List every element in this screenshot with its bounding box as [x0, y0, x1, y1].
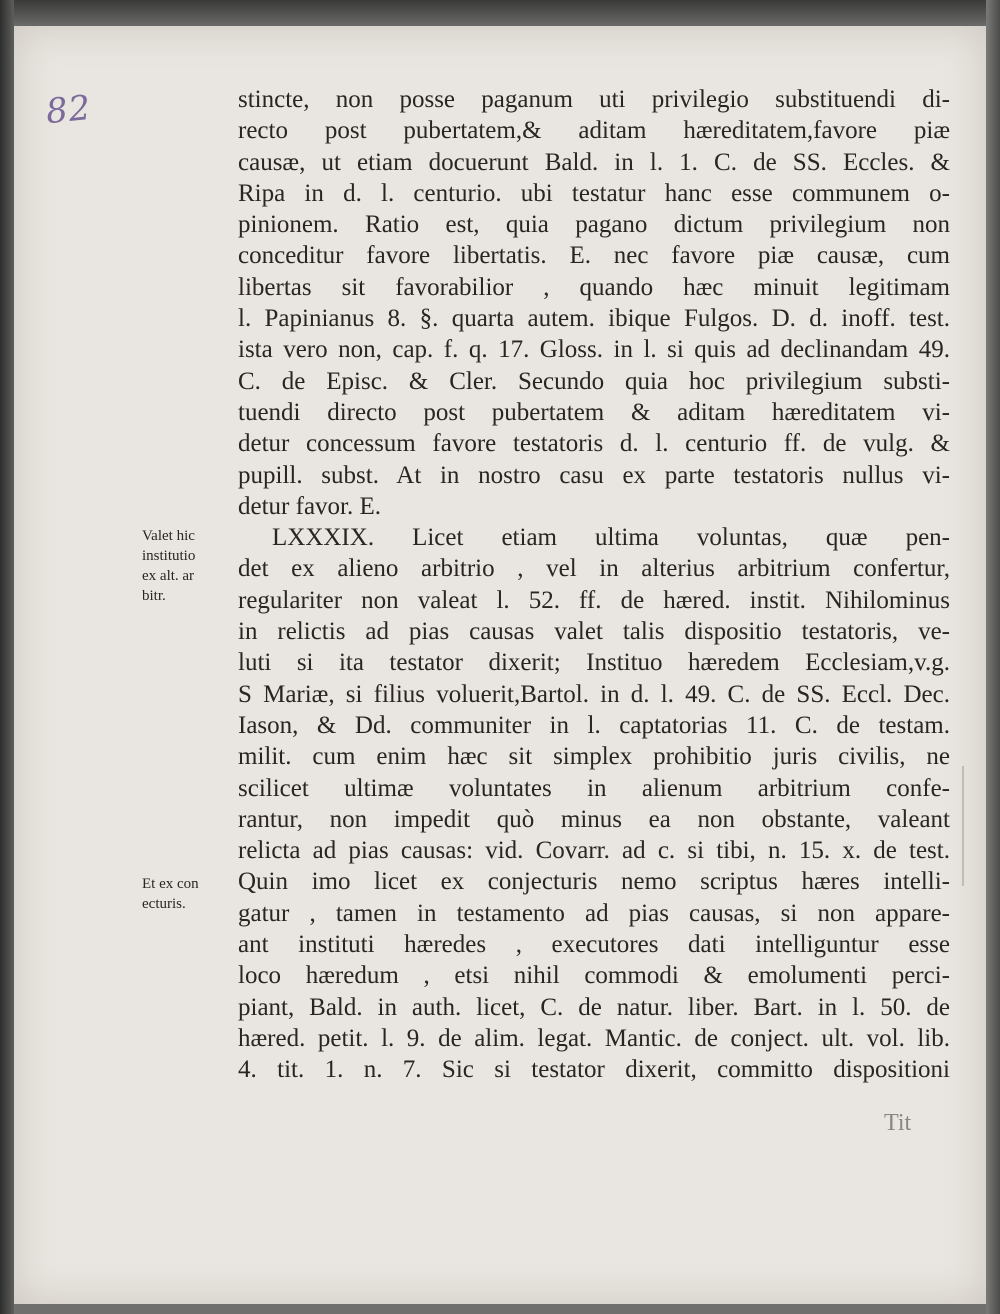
text-line: S Mariæ, si filius voluerit,Bartol. in d. l. 49. C. de SS. Eccl. Dec.: [238, 680, 950, 708]
text-line: detur favor. E.: [238, 492, 382, 520]
page-number: 82: [44, 87, 94, 133]
text-line: stincte, non posse paganum uti privilegio substituendi di-: [238, 86, 950, 113]
section-heading-line: LXXXIX. Licet etiam ultima voluntas, quæ pen-: [272, 524, 950, 552]
text-line: relicta ad pias causas: vid. Covarr. ad c. si tibi, n. 15. x. de test.: [238, 837, 950, 865]
text-line: pupill. subst. At in nostro casu ex parte testatoris nullus vi-: [238, 461, 950, 489]
text-line: regulariter non valeat l. 52. ff. de hæred. instit. Nihilominus: [238, 586, 950, 614]
margin-note-valet: [142, 526, 240, 606]
text-line: Quin imo licet ex conjecturis nemo scriptus hæres intelli-: [238, 868, 950, 896]
text-line: l. Papinianus 8. §. quarta autem. ibique Fulgos. D. d. inoff. test.: [238, 305, 950, 333]
text-line: ant instituti hæredes , executores dati intelliguntur esse: [238, 931, 950, 959]
text-line: milit. cum enim hæc sit simplex prohibitio juris civilis, ne: [238, 743, 950, 771]
margin-note-line: Et ex con: [142, 876, 199, 892]
margin-note-line: Valet hic: [142, 528, 195, 544]
text-line: det ex alieno arbitrio , vel in alterius arbitrium confertur,: [238, 555, 950, 583]
text-line: ista vero non, cap. f. q. 17. Gloss. in l. si quis ad declinandam 49.: [238, 336, 950, 364]
main-text-block: [238, 84, 950, 1086]
text-line: Iason, & Dd. communiter in l. captatorias 11. C. de testam.: [238, 711, 950, 739]
text-line: libertas sit favorabilior , quando hæc minuit legitimam: [238, 273, 950, 301]
margin-note-line: institutio: [142, 548, 196, 564]
text-line: Ripa in d. l. centurio. ubi testatur hanc esse communem o-: [238, 179, 950, 207]
page-edge-stain: [962, 766, 964, 886]
margin-note-line: ex alt. ar: [142, 568, 195, 584]
scan-right-edge: [986, 0, 1000, 1314]
text-line: scilicet ultimæ voluntates in alienum arbitrium confe-: [238, 774, 950, 802]
text-line: conceditur favore libertatis. E. nec favore piæ causæ, cum: [238, 242, 950, 270]
text-line: loco hæredum , etsi nihil commodi & emolumenti perci-: [238, 962, 950, 990]
catchword: Tit: [884, 1110, 912, 1136]
margin-note-line: bitr.: [142, 588, 166, 604]
text-line: piant, Bald. in auth. licet, C. de natur. liber. Bart. in l. 50. de: [238, 993, 950, 1021]
margin-note-line: ecturis.: [142, 896, 186, 912]
text-line: luti si ita testator dixerit; Instituo hæredem Ecclesiam,v.g.: [238, 649, 950, 677]
text-line: in relictis ad pias causas valet talis dispositio testatoris, ve-: [238, 618, 950, 646]
margin-note-conjecturis: [142, 874, 240, 914]
scan-top-edge: [0, 0, 1000, 26]
text-line: causæ, ut etiam docuerunt Bald. in l. 1. C. de SS. Eccles. &: [238, 148, 950, 176]
text-line: pinionem. Ratio est, quia pagano dictum privilegium non: [238, 211, 950, 239]
text-line: gatur , tamen in testamento ad pias causas, si non appare-: [238, 899, 950, 927]
scan-left-edge: [0, 0, 14, 1314]
text-line: hæred. petit. l. 9. de alim. legat. Mantic. de conject. ult. vol. lib.: [238, 1024, 950, 1052]
text-line: recto post pubertatem,& aditam hæreditatem,favore piæ: [238, 117, 950, 145]
text-line: rantur, non impedit quò minus ea non obstante, valeant: [238, 805, 950, 833]
text-line: C. de Episc. & Cler. Secundo quia hoc privilegium substi-: [238, 367, 950, 395]
text-line: tuendi directo post pubertatem & aditam hæreditatem vi-: [238, 398, 950, 426]
text-line: detur concessum favore testatoris d. l. centurio ff. de vulg. &: [238, 430, 950, 458]
text-line: 4. tit. 1. n. 7. Sic si testator dixerit, committo dispositioni: [238, 1056, 950, 1084]
book-page: [14, 26, 986, 1304]
